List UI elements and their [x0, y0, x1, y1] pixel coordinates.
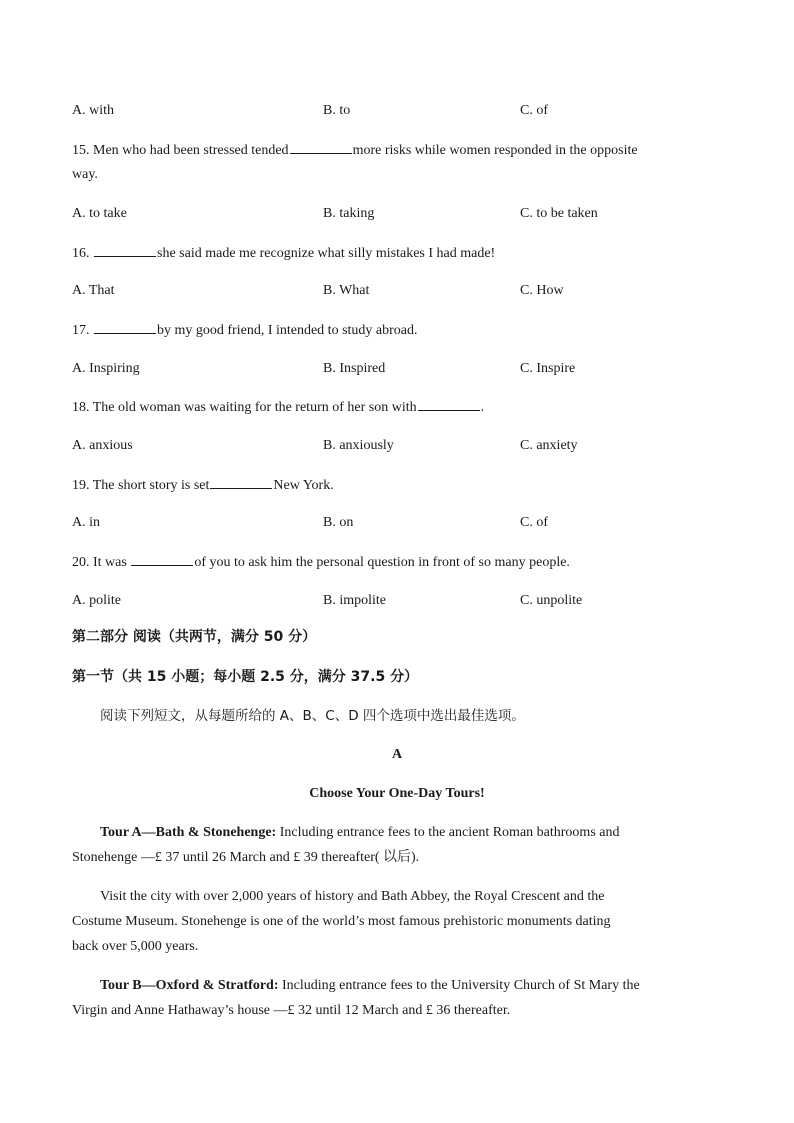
tour-b-line1: [100, 977, 720, 995]
q19-stem: [72, 476, 334, 495]
tour-a-label: Tour A—Bath & Stonehenge:: [100, 825, 277, 840]
q18-option-b: B. anxiously: [323, 438, 394, 453]
q18-option-c: C. anxiety: [520, 438, 578, 453]
tour-a-line1: [100, 824, 720, 842]
q19-option-b: B. on: [323, 515, 354, 530]
q19-blank: [210, 476, 272, 489]
q17-stem: [72, 321, 418, 340]
visit-line2-text: Costume Museum. Stonehenge is one of the world’s most famous prehistoric monuments dating: [72, 914, 611, 929]
q18-text: 18. The old woman was waiting for the return of her son with: [72, 400, 417, 415]
q17-option-a: A. Inspiring: [72, 361, 140, 376]
tour-b-label: Tour B—Oxford & Stratford:: [100, 978, 279, 993]
q16-option-c: C. How: [520, 283, 564, 298]
q18-end: .: [480, 400, 485, 415]
q16-stem: [72, 244, 495, 263]
q16-option-b: B. What: [323, 283, 370, 298]
passage-title: Choose Your One-Day Tours!: [309, 786, 485, 801]
q17-options: [0, 360, 794, 378]
q15-stem-part1: 15. Men who had been stressed tended: [72, 143, 289, 158]
q19-option-c: C. of: [520, 515, 548, 530]
q16-blank: [94, 244, 156, 257]
q15-blank: [290, 141, 352, 154]
q20-stem: [72, 553, 570, 572]
q14-option-c: C. of: [520, 103, 548, 118]
q18-stem: [72, 398, 484, 417]
q20-option-b: B. impolite: [323, 593, 386, 608]
visit-line3: back over 5,000 years.: [72, 939, 199, 954]
instruction-text: 阅读下列短文，从每题所给的 A、B、C、D 四个选项中选出最佳选项。: [100, 708, 525, 724]
q20-option-a: A. polite: [72, 593, 121, 608]
q17-number: 17.: [72, 323, 90, 338]
q14-options: [0, 102, 794, 120]
q15-option-c: C. to be taken: [520, 206, 598, 221]
q16-text: she said made me recognize what silly mistakes I had made!: [157, 246, 496, 261]
q18-options: [0, 437, 794, 455]
q16-options: [0, 282, 794, 300]
part2-heading: 第二部分 阅读（共两节，满分 50 分）: [72, 629, 317, 645]
visit-line2: [72, 913, 720, 931]
q19-end: New York.: [273, 478, 334, 493]
visit-line1: [100, 888, 720, 906]
q15-options: [0, 205, 794, 223]
q18-blank: [418, 398, 480, 411]
q20-blank: [131, 553, 193, 566]
q20-options: [0, 592, 794, 610]
q19-options: [0, 514, 794, 532]
visit-line1-text: Visit the city with over 2,000 years of history and Bath Abbey, the Royal Crescent and the: [100, 889, 605, 904]
q16-option-a: A. That: [72, 283, 115, 298]
q19-option-a: A. in: [72, 515, 100, 530]
q20-end: of you to ask him the personal question in front of so many people.: [194, 555, 570, 570]
tour-a-line2: Stonehenge —£ 37 until 26 March and £ 39 thereafter( 以后).: [72, 850, 420, 865]
passage-letter: A: [391, 747, 403, 762]
q15-stem-part2: more risks while women responded in the opposite: [352, 143, 638, 158]
q15-stem-line2: way.: [72, 167, 98, 182]
q17-option-c: C. Inspire: [520, 361, 576, 376]
q15-option-b: B. taking: [323, 206, 375, 221]
q20-text: 20. It was: [72, 555, 127, 570]
q15-stem: [72, 141, 720, 160]
q18-option-a: A. anxious: [72, 438, 133, 453]
q14-option-a: A. with: [72, 103, 114, 118]
q17-text: by my good friend, I intended to study abroad.: [157, 323, 418, 338]
q17-blank: [94, 321, 156, 334]
tour-b-line2: Virgin and Anne Hathaway’s house —£ 32 until 12 March and £ 36 thereafter.: [72, 1003, 511, 1018]
q17-option-b: B. Inspired: [323, 361, 386, 376]
section1-heading: 第一节（共 15 小题；每小题 2.5 分，满分 37.5 分）: [72, 669, 419, 685]
q14-option-b: B. to: [323, 103, 351, 118]
tour-b-text1: Including entrance fees to the University Church of St Mary the: [282, 978, 640, 993]
tour-a-text1: Including entrance fees to the ancient Roman bathrooms and: [279, 825, 620, 840]
q19-text: 19. The short story is set: [72, 478, 210, 493]
q20-option-c: C. unpolite: [520, 593, 583, 608]
q16-number: 16.: [72, 246, 90, 261]
q15-option-a: A. to take: [72, 206, 127, 221]
